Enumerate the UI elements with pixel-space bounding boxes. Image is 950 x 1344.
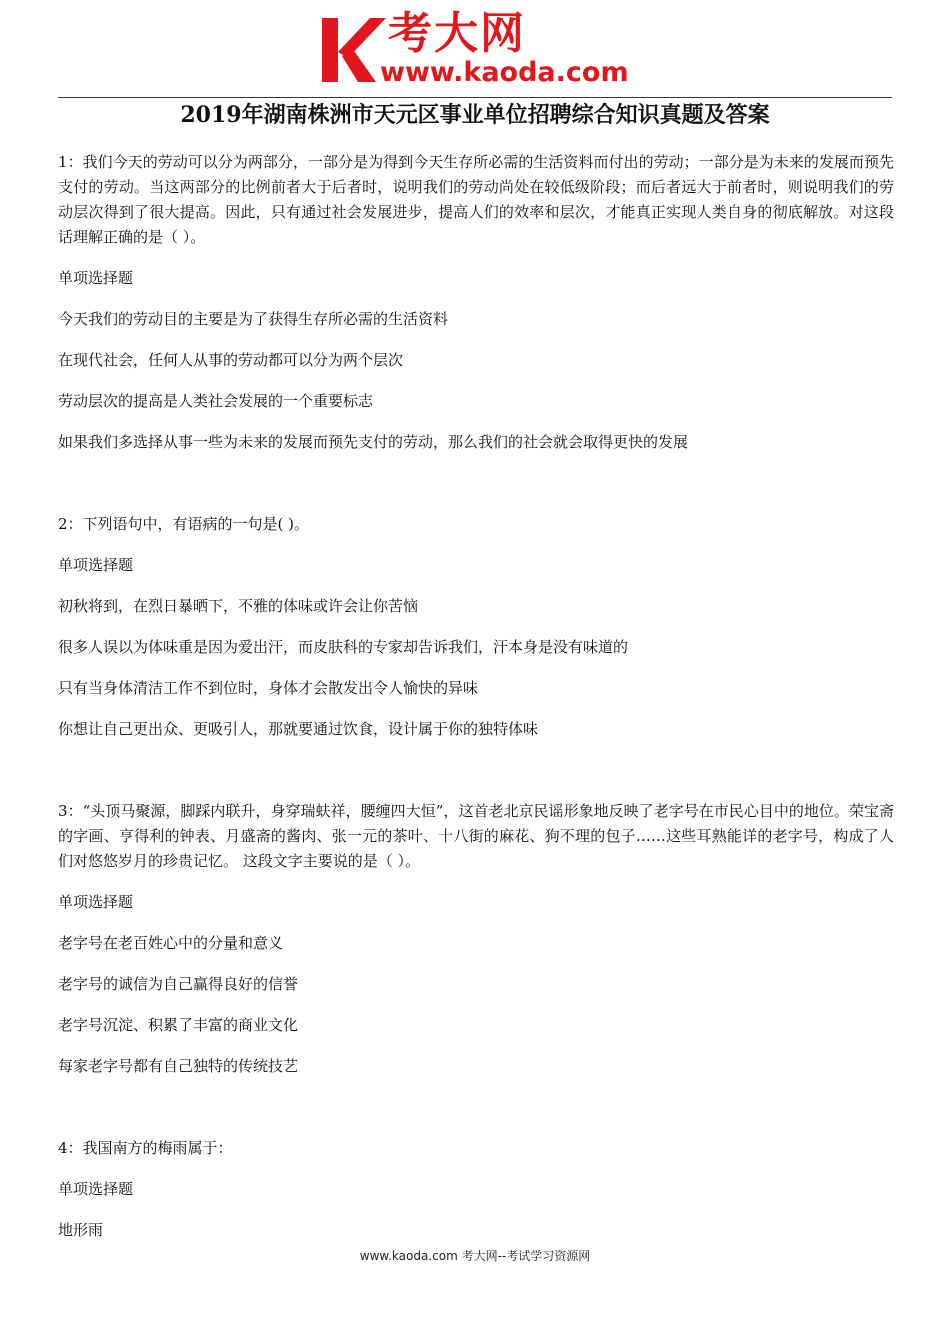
- spacer: [58, 471, 894, 512]
- logo-chinese-text: 考大网: [388, 8, 526, 59]
- question-3: [58, 799, 894, 1079]
- site-logo[interactable]: [318, 8, 648, 90]
- question-text: 3：“头顶马聚源，脚踩内联升，身穿瑞蚨祥，腰缠四大恒”，这首老北京民谣形象地反映了老字号在市民心目中的地位。荣宝斋的字画、亨得利的钟表、月盛斋的酱肉、张一元的茶叶、十八街的麻花、狗不理的包子……这些耳熟能详的老字号，构成了人们对悠悠岁月的珍贵记忆。 这段文字主要说的是（ ）。: [58, 802, 894, 870]
- logo-url-text: www.kaoda.com: [380, 57, 629, 88]
- answer-option[interactable]: 初秋将到，在烈日暴晒下，不雅的体味或许会让你苦恼: [58, 597, 419, 615]
- answer-option[interactable]: 只有当身体清洁工作不到位时，身体才会散发出令人愉快的异味: [58, 679, 479, 697]
- answer-option[interactable]: 很多人误以为体味重是因为爱出汗，而皮肤科的专家却告诉我们，汗本身是没有味道的: [58, 638, 629, 656]
- answer-option[interactable]: 你想让自己更出众、更吸引人，那就要通过饮食，设计属于你的独特体味: [58, 720, 539, 738]
- question-type: 单项选择题: [58, 1180, 134, 1198]
- answer-option[interactable]: 老字号沉淀、积累了丰富的商业文化: [58, 1016, 299, 1034]
- answer-option[interactable]: 地形雨: [58, 1221, 104, 1239]
- answer-option[interactable]: 在现代社会，任何人从事的劳动都可以分为两个层次: [58, 351, 404, 369]
- answer-option[interactable]: 劳动层次的提高是人类社会发展的一个重要标志: [58, 392, 374, 410]
- question-text: 2：下列语句中，有语病的一句是( )。: [58, 515, 310, 533]
- question-list: [58, 150, 894, 1259]
- header-divider: [58, 97, 892, 98]
- answer-option[interactable]: 今天我们的劳动目的主要是为了获得生存所必需的生活资料: [58, 310, 449, 328]
- question-text: 1：我们今天的劳动可以分为两部分，一部分是为得到今天生存所必需的生活资料而付出的劳动；一部分是为未来的发展而预先支付的劳动。当这两部分的比例前者大于后者时，说明我们的劳动尚处在较低级阶段；而后者远大于前者时，则说明我们的劳动层次得到了很大提高。因此，只有通过社会发展进步，提高人们的效率和层次，才能真正实现人类自身的彻底解放。对这段话理解正确的是（ ）。: [58, 153, 894, 246]
- question-1: [58, 150, 894, 455]
- question-4: [58, 1136, 894, 1243]
- spacer: [58, 1095, 894, 1136]
- answer-option[interactable]: 老字号的诚信为自己赢得良好的信誉: [58, 975, 299, 993]
- spacer: [58, 758, 894, 799]
- question-text: 4：我国南方的梅雨属于：: [58, 1139, 233, 1157]
- k-logo-icon: [318, 12, 388, 88]
- page-title: 2019年湖南株洲市天元区事业单位招聘综合知识真题及答案: [180, 102, 770, 128]
- question-2: [58, 512, 894, 742]
- answer-option[interactable]: 老字号在老百姓心中的分量和意义: [58, 934, 284, 952]
- question-type: 单项选择题: [58, 893, 134, 911]
- question-type: 单项选择题: [58, 269, 134, 287]
- answer-option[interactable]: 每家老字号都有自己独特的传统技艺: [58, 1057, 299, 1075]
- question-type: 单项选择题: [58, 556, 134, 574]
- page-footer: www.kaoda.com 考大网--考试学习资源网: [359, 1249, 591, 1263]
- answer-option[interactable]: 如果我们多选择从事一些为未来的发展而预先支付的劳动，那么我们的社会就会取得更快的发展: [58, 433, 689, 451]
